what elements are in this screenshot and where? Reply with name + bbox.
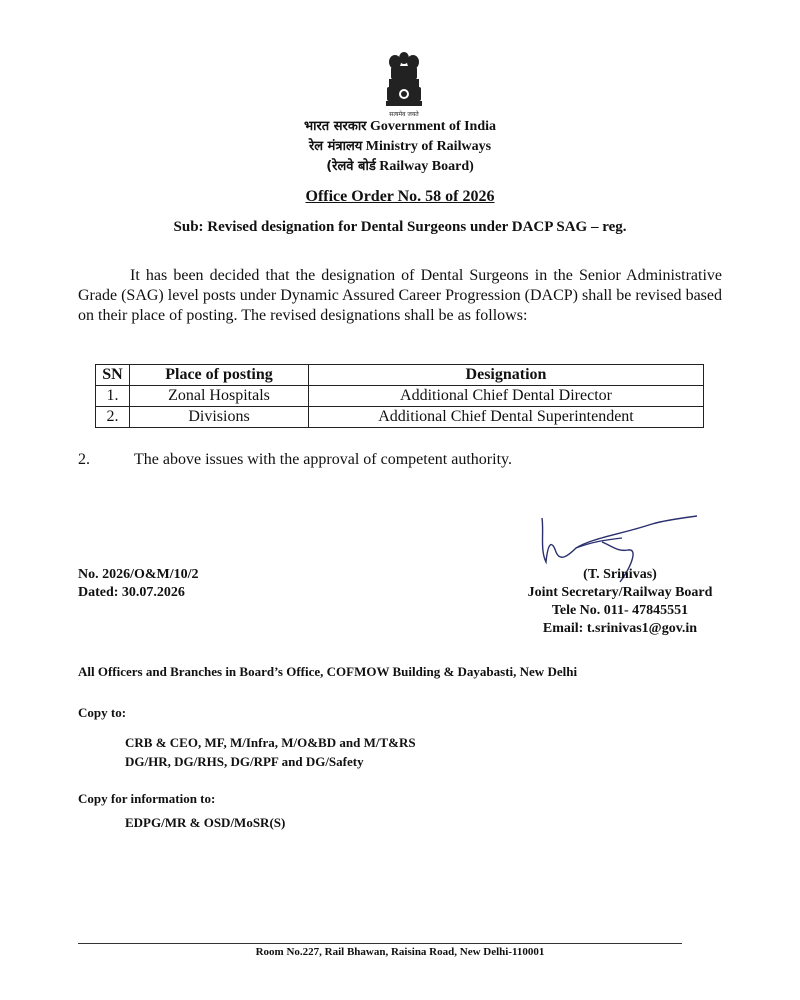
header-hindi-board: (रेलवे बोर्ड xyxy=(326,159,376,174)
copy-info-list xyxy=(125,815,285,831)
table-cell-place: Divisions xyxy=(130,407,309,428)
header-english-ministry: Ministry of Railways xyxy=(365,139,492,154)
order-title: Office Order No. 58 of 2026 xyxy=(305,188,495,205)
header-hindi-gov: भारत सरकार xyxy=(303,119,367,134)
copy-info-label: Copy for information to: xyxy=(78,791,216,806)
list-item: CRB & CEO, MF, M/Infra, M/O&BD and M/T&RS xyxy=(125,735,416,750)
distribution-to: All Officers and Branches in Board’s Office, COFMOW Building & Dayabasti, New Delhi xyxy=(78,664,578,679)
table-cell-place: Zonal Hospitals xyxy=(130,386,309,407)
header-line-3 xyxy=(0,156,800,175)
signatory-phone: Tele No. 011- 47845551 xyxy=(551,603,689,618)
header-line-1 xyxy=(0,116,800,135)
signatory-email: Email: t.srinivas1@gov.in xyxy=(542,621,698,636)
list-item: DG/HR, DG/RHS, DG/RPF and DG/Safety xyxy=(125,754,364,769)
header-hindi-ministry: रेल मंत्रालय xyxy=(308,139,363,154)
header-english-gov: Government of India xyxy=(370,119,497,134)
table-cell-sn: 1. xyxy=(96,386,130,407)
table-cell-designation: Additional Chief Dental Director xyxy=(309,386,704,407)
table-row xyxy=(96,386,704,407)
signatory-designation: Joint Secretary/Railway Board xyxy=(527,585,713,600)
signatory-name: (T. Srinivas) xyxy=(583,567,657,582)
table-cell-designation: Additional Chief Dental Superintendent xyxy=(309,407,704,428)
list-item: EDPG/MR & OSD/MoSR(S) xyxy=(125,815,286,830)
order-subject: Sub: Revised designation for Dental Surgeons under DACP SAG – reg. xyxy=(173,219,627,235)
table-header-sn: SN xyxy=(96,365,130,386)
footer-address: Room No.227, Rail Bhawan, Raisina Road, New Delhi-110001 xyxy=(255,946,545,958)
table-row xyxy=(96,407,704,428)
paragraph-2 xyxy=(78,451,512,469)
paragraph-1 xyxy=(78,266,722,326)
footer-divider xyxy=(78,943,682,944)
table-header-designation: Designation xyxy=(309,365,704,386)
table-header-row xyxy=(96,365,704,386)
table-cell-sn: 2. xyxy=(96,407,130,428)
paragraph-2-text: The above issues with the approval of competent authority. xyxy=(134,451,512,468)
reference-number: No. 2026/O&M/10/2 xyxy=(78,567,199,582)
signatory-block xyxy=(490,566,750,638)
copy-to-label: Copy to: xyxy=(78,705,127,720)
designation-table xyxy=(95,364,704,428)
table-header-place: Place of posting xyxy=(130,365,309,386)
paragraph-2-number: 2. xyxy=(78,451,90,468)
national-emblem xyxy=(374,50,434,120)
reference-date: Dated: 30.07.2026 xyxy=(78,585,185,600)
paragraph-1-text: It has been decided that the designation of Dental Surgeons in the Senior Administrative Grade (SAG) level posts under Dynamic Assured Career Progression (DACP) shall be revised based on their place of posting. The revised designations shall be as follows: xyxy=(78,267,722,324)
reference-block xyxy=(78,566,199,602)
header-line-2 xyxy=(0,136,800,155)
header-english-board: Railway Board) xyxy=(379,159,474,174)
emblem-caption: सत्यमेव जयते xyxy=(389,111,419,118)
copy-to-list xyxy=(125,733,416,771)
emblem-icon xyxy=(374,50,434,120)
